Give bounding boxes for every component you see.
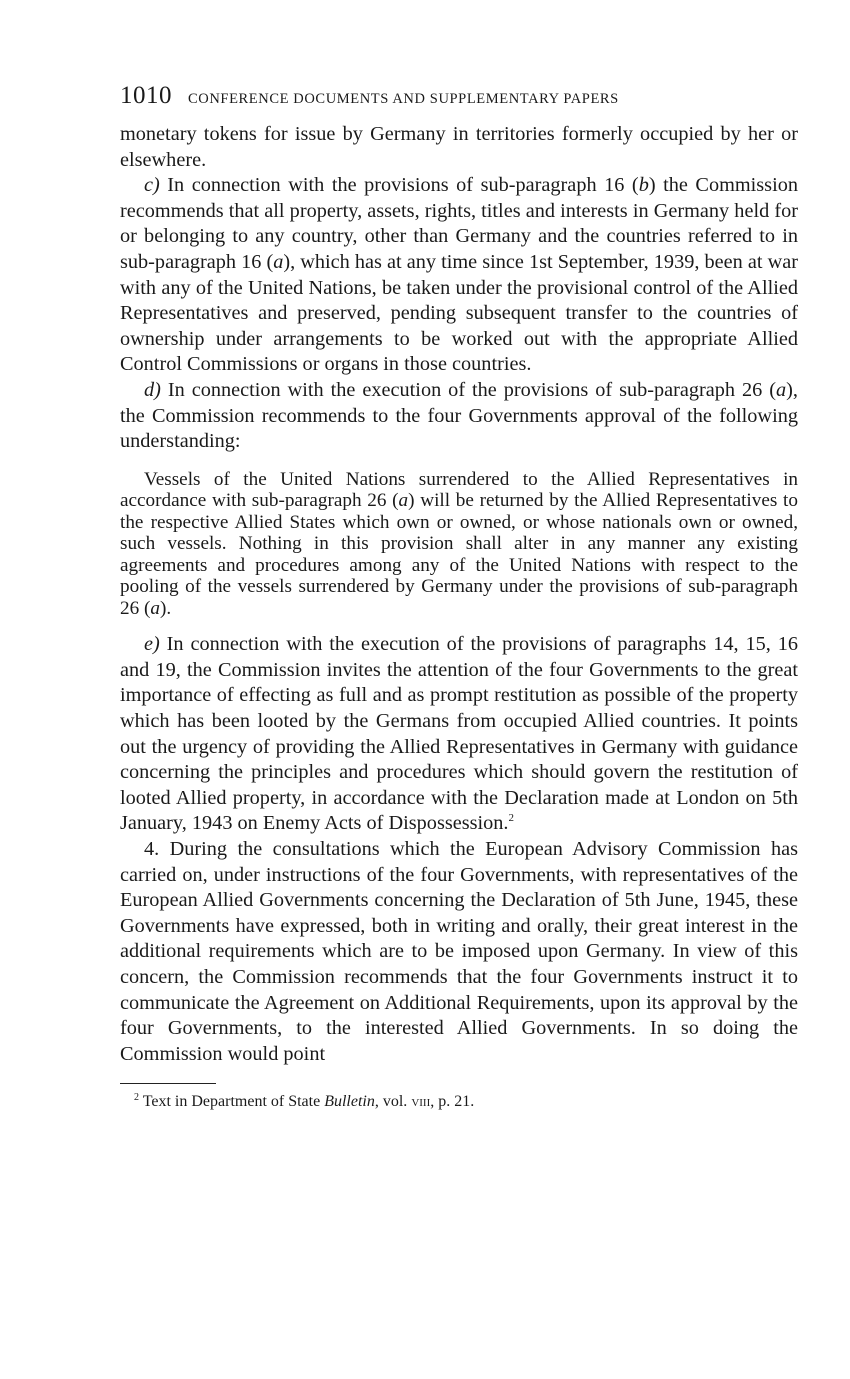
paragraph-continuation: monetary tokens for issue by Germany in territories formerly occupied by her or elsewhere.	[120, 123, 798, 171]
footnote-marker: 2	[134, 1092, 139, 1104]
page-number: 1010	[120, 82, 172, 109]
paragraph-c-label: c)	[144, 174, 160, 197]
block-quote	[120, 469, 798, 620]
paragraph-e: e) In connection with the execution of the provisions of paragraphs 14, 15, 16 and 19, the Commission invites the attention of the four Governments to the great importance of effecting as full and as prompt restitution as possible of the property which has been looted by the Germans from occupied Allied countries. It points out the urgency of providing the Allied Representatives in Germany with guidance concerning the principles and procedures which should govern the restitution of looted Allied property, in accordance with the Declaration made at London on 5th January, 1943 on Enemy Acts of Dispossession.$^2$	[120, 633, 798, 835]
block-quote-text: Vessels of the United Nations surrendered to the Allied Representatives in accordance with sub-paragraph 26 (a) will be returned by the Allied Representatives to the respective Allied States which own or owned, or whose nationals own or owned, such vessels. Nothing in this provision shall alter in any manner any existing agreements and procedures among any of the United Nations with respect to the pooling of the vessels surrendered by Germany under the provisions of sub-paragraph 26 (a).	[120, 468, 798, 619]
paragraph-d-label: d)	[144, 378, 161, 401]
footnote-divider	[120, 1083, 216, 1084]
footnote: $^2$ Text in Department of State Bulletin, vol. viii, p. 21.	[134, 1092, 475, 1111]
footnote-reference[interactable]: 2	[508, 812, 515, 825]
document-page	[120, 82, 798, 1112]
paragraph-c: c) In connection with the provisions of sub-paragraph 16 (b) the Commission recommends that all property, assets, rights, titles and interests in Germany held for or belonging to any country, other than Germany and the countries referred to in sub-paragraph 16 (a), which has at any time since 1st September, 1939, been at war with any of the United Nations, be taken under the provisional control of the Allied Representatives and preserved, pending subsequent transfer to the countries of ownership under arrangements to be worked out with the appropriate Allied Control Commissions or organs in those countries.	[120, 174, 798, 376]
footnote-publication: Bulletin	[324, 1093, 375, 1111]
running-head: CONFERENCE DOCUMENTS AND SUPPLEMENTARY PAPERS	[188, 91, 619, 107]
page-header	[120, 82, 798, 110]
paragraph-4: 4. During the consultations which the European Advisory Commission has carried on, under instructions of the four Governments, with representatives of the European Allied Governments concerning the Declaration of 5th June, 1945, these Governments have expressed, both in writing and orally, their great interest in the additional requirements which are to be imposed upon Germany. In view of this concern, the Commission recommends that the four Governments instruct it to communicate the Agreement on Additional Requirements, upon its approval by the four Governments, to the interested Allied Governments. In so doing the Commission would point	[120, 837, 798, 1065]
paragraph-d: d) In connection with the execution of the provisions of sub-paragraph 26 (a), the Commission recommends to the four Governments approval of the following understanding:	[120, 378, 798, 453]
paragraph-e-label: e)	[144, 633, 160, 656]
